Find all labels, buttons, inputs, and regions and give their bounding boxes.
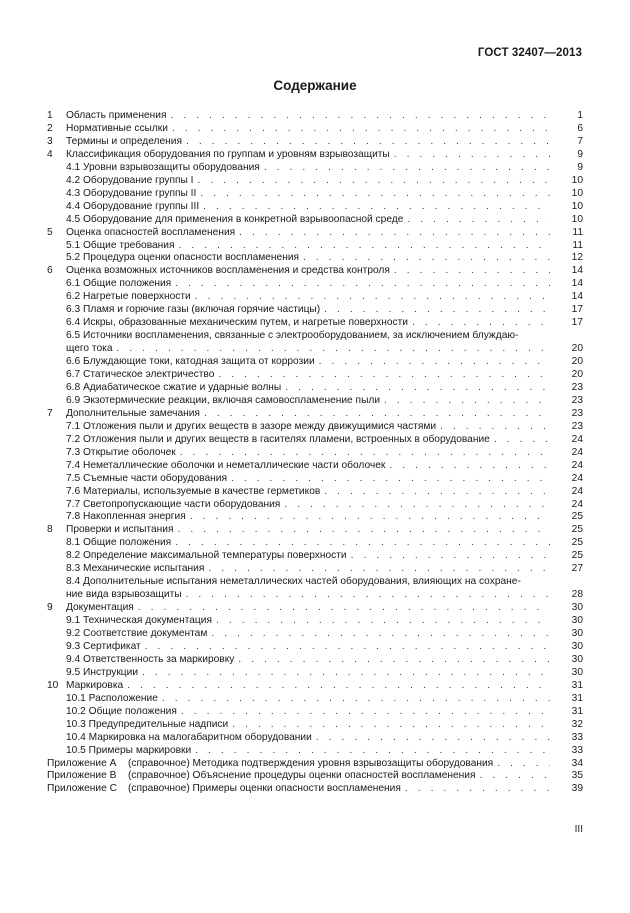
toc-leader-dots (180, 446, 550, 459)
toc-page-number: 6 (577, 122, 583, 134)
toc-entry (66, 368, 550, 381)
toc-entry (66, 213, 550, 226)
toc-page-number: 10 (571, 213, 583, 225)
toc-page-number: 20 (571, 356, 583, 368)
toc-entry (66, 290, 550, 303)
toc-row[interactable] (0, 174, 630, 187)
toc-entry (66, 744, 550, 757)
toc-row[interactable] (0, 303, 630, 316)
toc-entry (66, 161, 550, 174)
toc-leader-dots (145, 640, 550, 653)
toc-page-number: 31 (571, 705, 583, 717)
toc-page-number: 10 (571, 187, 583, 199)
toc-entry (66, 666, 550, 679)
toc-entry-title: 6.3 Пламя и горючие газы (включая горячие частицы) (66, 304, 321, 316)
toc-page-number: 17 (571, 304, 583, 316)
toc-entry-title: 4.5 Оборудование для применения в конкретной взрывоопасной среде (66, 213, 404, 225)
toc-entry (66, 251, 550, 264)
toc-leader-dots (264, 161, 550, 174)
toc-entry-title: 8.1 Общие положения (66, 537, 172, 549)
toc-entry-title: 5.1 Общие требования (66, 239, 175, 251)
toc-row[interactable] (0, 239, 630, 252)
toc-page-number: 34 (571, 757, 583, 769)
toc-entry-title: 8.3 Механические испытания (66, 563, 205, 575)
toc-entry-title: 7.1 Отложения пыли и других веществ в зазоре между движущимися частями (66, 420, 437, 432)
toc-entry-title: 9.5 Инструкции (66, 666, 139, 678)
toc-page-number: 20 (571, 369, 583, 380)
toc-row[interactable] (0, 523, 630, 536)
toc-page-number: 10 (571, 174, 583, 186)
toc-entry-title: 4.4 Оборудование группы III (66, 200, 200, 212)
toc-number: 7 (47, 407, 53, 419)
toc-entry-title: Нормативные ссылки (66, 122, 168, 134)
toc-leader-dots (384, 394, 550, 407)
toc-row[interactable] (0, 679, 630, 692)
toc-entry-title: 7.6 Материалы, используемые в качестве герметиков (66, 485, 321, 497)
toc-row[interactable] (0, 187, 630, 200)
toc-row[interactable] (0, 744, 630, 757)
toc-row[interactable] (0, 485, 630, 498)
toc-page-number: 24 (571, 485, 583, 497)
toc-entry (66, 562, 550, 575)
toc-entry (66, 705, 550, 718)
toc-leader-dots (172, 122, 550, 135)
toc-entry-title: 7.5 Съемные части оборудования (66, 472, 227, 484)
toc-entry-title: 10.5 Примеры маркировки (66, 744, 192, 756)
toc-leader-dots (211, 627, 550, 640)
toc-entry-title: 9.1 Техническая документация (66, 615, 212, 627)
toc-entry-title: 7.3 Открытие оболочек (66, 446, 176, 458)
toc-entry-title: щего тока (66, 343, 113, 355)
toc-entry (128, 782, 550, 795)
toc-leader-dots (284, 498, 550, 511)
toc-leader-dots (440, 420, 550, 433)
toc-entry (66, 148, 550, 161)
toc-entry (66, 239, 550, 252)
toc-entry-title: 4.3 Оборудование группы II (66, 187, 197, 199)
toc-leader-dots (324, 303, 550, 316)
toc-number: 1 (47, 110, 53, 121)
toc-leader-dots (389, 459, 550, 472)
toc-entry-title: 10.4 Маркировка на малогабаритном оборудовании (66, 731, 312, 743)
toc-row[interactable] (0, 510, 630, 523)
toc-leader-dots (216, 614, 550, 627)
toc-entry (66, 433, 550, 446)
toc-number: 3 (47, 135, 53, 147)
toc-page-number: 14 (571, 291, 583, 303)
toc-row[interactable] (0, 782, 630, 795)
toc-number: Приложение А (47, 757, 117, 769)
toc-entry-title: 8.4 Дополнительные испытания неметаллических частей оборудования, влияющих на сохране- (66, 576, 521, 588)
toc-leader-dots (407, 213, 550, 226)
toc-row[interactable] (0, 290, 630, 303)
toc-entry (66, 627, 550, 640)
toc-entry (66, 679, 550, 692)
toc-number: 2 (47, 122, 53, 134)
toc-leader-dots (195, 290, 550, 303)
toc-entry-title: 6.7 Статическое электричество (66, 369, 215, 380)
toc-entry-title: (справочное) Объяснение процедуры оценки опасностей воспламенения (128, 770, 476, 782)
toc-entry-title: 7.2 Отложения пыли и других веществ в гасителях пламени, встроенных в оборудование (66, 433, 490, 445)
toc-row[interactable] (0, 316, 630, 329)
toc-leader-dots (200, 187, 550, 200)
toc-page-number: 32 (571, 718, 583, 730)
toc-page-number: 23 (571, 407, 583, 419)
toc-entry (66, 536, 550, 549)
toc-leader-dots (497, 757, 550, 770)
toc-page-number: 30 (571, 653, 583, 665)
toc-row[interactable] (0, 575, 630, 588)
toc-leader-dots (285, 381, 550, 394)
toc-row[interactable] (0, 666, 630, 679)
toc-page-number: 33 (571, 744, 583, 756)
toc-entry-title: Проверки и испытания (66, 524, 174, 536)
toc-page-number: 30 (571, 628, 583, 639)
toc-page-number: 14 (571, 265, 583, 277)
toc-entry (66, 640, 550, 653)
toc-leader-dots (179, 239, 550, 252)
toc-entry (66, 394, 550, 407)
toc-row[interactable] (0, 718, 630, 731)
toc-entry (66, 342, 550, 355)
toc-entry (66, 174, 550, 187)
toc-entry-title: ние вида взрывозащиты (66, 589, 182, 601)
toc-entry (66, 653, 550, 666)
toc-entry (66, 601, 550, 614)
toc-row[interactable] (0, 394, 630, 407)
toc-page-number: 24 (571, 433, 583, 445)
toc-entry (128, 757, 550, 770)
toc-entry (66, 731, 550, 744)
toc-number: Приложение С (47, 783, 117, 795)
toc-entry (66, 549, 550, 562)
toc-row[interactable] (0, 757, 630, 770)
toc-leader-dots (117, 342, 551, 355)
toc-page-number: 33 (571, 731, 583, 743)
toc-row[interactable] (0, 420, 630, 433)
toc-leader-dots (218, 368, 550, 381)
toc-page-number: 27 (571, 563, 583, 575)
toc-row[interactable] (0, 433, 630, 446)
toc-leader-dots (232, 718, 550, 731)
toc-entry (66, 187, 550, 200)
toc-row[interactable] (0, 731, 630, 744)
toc-entry (66, 420, 550, 433)
toc-page-number: 24 (571, 472, 583, 484)
toc-row[interactable] (0, 705, 630, 718)
toc-entry (66, 264, 550, 277)
toc-leader-dots (127, 679, 550, 692)
toc-leader-dots (394, 148, 550, 161)
toc-page-number: 39 (571, 783, 583, 795)
toc-entry (66, 485, 550, 498)
toc-page-number: 23 (571, 381, 583, 393)
toc-row[interactable] (0, 381, 630, 394)
toc-entry-title: Оценка возможных источников воспламенения и средства контроля (66, 265, 390, 277)
toc-entry (66, 109, 550, 122)
toc-entry-title: (справочное) Методика подтверждения уровня взрывозащиты оборудования (128, 757, 494, 769)
toc-entry-title: 10.2 Общие положения (66, 705, 177, 717)
toc-entry (66, 135, 550, 148)
toc-page-number: 14 (571, 278, 583, 290)
toc-row[interactable] (0, 148, 630, 161)
toc-row[interactable] (0, 640, 630, 653)
toc-entry-title: 9.4 Ответственность за маркировку (66, 653, 235, 665)
toc-row[interactable] (0, 407, 630, 420)
toc-row[interactable] (0, 601, 630, 614)
toc-row[interactable] (0, 627, 630, 640)
toc-row[interactable] (0, 588, 630, 601)
toc-entry-title: 6.8 Адиабатическое сжатие и ударные волны (66, 381, 282, 393)
toc-page-number: 12 (571, 252, 583, 264)
toc-row[interactable] (0, 446, 630, 459)
toc-entry (66, 122, 550, 135)
toc-row[interactable] (0, 562, 630, 575)
toc-entry-title: 9.2 Соответствие документам (66, 628, 208, 639)
toc-entry-title: 6.4 Искры, образованные механическим путем, и нагретые поверхности (66, 317, 408, 329)
toc-number: Приложение В (47, 770, 117, 782)
toc-row[interactable] (0, 355, 630, 368)
toc-page-number: 31 (571, 679, 583, 691)
toc-row[interactable] (0, 226, 630, 239)
toc-row[interactable] (0, 329, 630, 342)
toc-entry (66, 381, 550, 394)
toc-entry (66, 226, 550, 239)
toc-leader-dots (316, 731, 550, 744)
toc-leader-dots (170, 109, 550, 122)
toc-entry (66, 329, 583, 342)
toc-entry-title: Маркировка (66, 679, 124, 691)
toc-row[interactable] (0, 122, 630, 135)
toc-entry (66, 472, 550, 485)
toc-row[interactable] (0, 264, 630, 277)
toc-leader-dots (203, 200, 550, 213)
toc-entry-title: 4.1 Уровни взрывозащиты оборудования (66, 161, 260, 173)
toc-row[interactable] (0, 277, 630, 290)
toc-row[interactable] (0, 769, 630, 782)
toc-leader-dots (186, 588, 550, 601)
toc-entry-title: 6.9 Экзотермические реакции, включая самовоспламенение пыли (66, 394, 381, 406)
toc-page-number: 11 (572, 226, 583, 238)
toc-page-number: 11 (572, 239, 583, 251)
toc-row[interactable] (0, 368, 630, 381)
toc-row[interactable] (0, 200, 630, 213)
toc-row[interactable] (0, 135, 630, 148)
toc-page-number: 25 (571, 537, 583, 549)
toc-page-number: 7 (577, 135, 583, 147)
toc-number: 9 (47, 602, 53, 614)
toc-page-number: 20 (571, 343, 583, 355)
toc-page-number: 23 (571, 394, 583, 406)
toc-heading: Содержание (273, 78, 357, 93)
toc-leader-dots (239, 226, 550, 239)
toc-row[interactable] (0, 459, 630, 472)
toc-entry-title: Термины и определения (66, 135, 182, 147)
toc-leader-dots (181, 705, 550, 718)
toc-page-number: 24 (571, 446, 583, 458)
toc-entry-title: (справочное) Примеры оценки опасности воспламенения (128, 783, 401, 795)
toc-entry-title: 10.3 Предупредительные надписи (66, 718, 229, 730)
toc-page-number: 23 (571, 420, 583, 432)
toc-entry-title: 7.8 Накопленная энергия (66, 511, 186, 523)
toc-number: 6 (47, 265, 53, 277)
toc-entry-title: 4.2 Оборудование группы I (66, 174, 194, 186)
toc-number: 4 (47, 148, 53, 160)
toc-entry (66, 718, 550, 731)
toc-entry (66, 407, 550, 420)
toc-leader-dots (238, 653, 550, 666)
toc-entry-title: 10.1 Расположение (66, 692, 158, 704)
toc-page-number: 25 (571, 550, 583, 562)
toc-row[interactable] (0, 161, 630, 174)
page-number: III (574, 824, 583, 835)
toc-page-number: 35 (571, 770, 583, 782)
toc-leader-dots (195, 744, 550, 757)
toc-page-number: 9 (577, 161, 583, 173)
toc-leader-dots (177, 523, 550, 536)
toc-leader-dots (319, 355, 550, 368)
document-code: ГОСТ 32407—2013 (477, 47, 582, 59)
toc-entry-title: 7.7 Светопропускающие части оборудования (66, 498, 281, 510)
toc-entry-title: Дополнительные замечания (66, 407, 200, 419)
toc-page-number: 1 (577, 110, 583, 121)
toc-leader-dots (405, 782, 550, 795)
toc-leader-dots (412, 316, 550, 329)
toc-entry (66, 316, 550, 329)
toc-row[interactable] (0, 498, 630, 511)
toc-leader-dots (175, 277, 550, 290)
toc-leader-dots (190, 510, 550, 523)
toc-entry (66, 588, 550, 601)
toc-entry (66, 200, 550, 213)
toc-leader-dots (394, 264, 550, 277)
toc-page-number: 31 (571, 692, 583, 704)
toc-number: 10 (47, 679, 59, 691)
toc-entry (128, 769, 550, 782)
toc-page-number: 24 (571, 498, 583, 510)
toc-entry (66, 692, 550, 705)
toc-leader-dots (142, 666, 550, 679)
toc-entry (66, 303, 550, 316)
toc-entry-title: 8.2 Определение максимальной температуры поверхности (66, 550, 347, 562)
toc-leader-dots (198, 174, 551, 187)
toc-leader-dots (208, 562, 550, 575)
toc-row[interactable] (0, 549, 630, 562)
toc-entry-title: 6.2 Нагретые поверхности (66, 291, 191, 303)
toc-leader-dots (324, 485, 550, 498)
toc-leader-dots (494, 433, 550, 446)
toc-leader-dots (162, 692, 550, 705)
toc-entry-title: Документация (66, 602, 134, 614)
toc-entry-title: 5.2 Процедура оценки опасности воспламенения (66, 252, 300, 264)
toc-entry (66, 498, 550, 511)
toc-row[interactable] (0, 536, 630, 549)
toc-row[interactable] (0, 614, 630, 627)
toc-entry (66, 614, 550, 627)
toc-entry (66, 459, 550, 472)
toc-page-number: 10 (571, 200, 583, 212)
toc-leader-dots (351, 549, 550, 562)
toc-entry (66, 277, 550, 290)
toc-page-number: 17 (571, 317, 583, 329)
toc-page-number: 25 (571, 511, 583, 523)
toc-entry (66, 523, 550, 536)
toc-entry-title: 6.6 Блуждающие токи, катодная защита от коррозии (66, 356, 315, 368)
toc-leader-dots (175, 536, 550, 549)
toc-entry (66, 446, 550, 459)
toc-number: 8 (47, 524, 53, 536)
toc-leader-dots (186, 135, 550, 148)
toc-row[interactable] (0, 213, 630, 226)
toc-entry (66, 575, 583, 588)
toc-row[interactable] (0, 342, 630, 355)
toc-leader-dots (204, 407, 550, 420)
toc-page-number: 25 (571, 524, 583, 536)
toc-number: 5 (47, 226, 53, 238)
toc-page-number: 24 (571, 459, 583, 471)
toc-entry-title: Область применения (66, 110, 167, 121)
toc-entry-title: 6.5 Источники воспламенения, связанные с электрооборудованием, за исключением блуждаю- (66, 330, 519, 342)
toc-row[interactable] (0, 692, 630, 705)
toc-row[interactable] (0, 251, 630, 264)
toc-entry-title: Классификация оборудования по группам и уровням взрывозащиты (66, 148, 390, 160)
toc-leader-dots (303, 251, 550, 264)
toc-entry-title: 6.1 Общие положения (66, 278, 172, 290)
toc-page-number: 30 (571, 602, 583, 614)
toc-leader-dots (138, 601, 550, 614)
toc-entry-title: Оценка опасностей воспламенения (66, 226, 236, 238)
toc-entry-title: 9.3 Сертификат (66, 640, 141, 652)
toc-page-number: 30 (571, 615, 583, 627)
toc-leader-dots (480, 769, 550, 782)
toc-row[interactable] (0, 653, 630, 666)
toc-row[interactable] (0, 472, 630, 485)
toc-page-number: 9 (577, 148, 583, 160)
toc-leader-dots (231, 472, 550, 485)
toc-entry (66, 510, 550, 523)
toc-page-number: 30 (571, 666, 583, 678)
toc-row[interactable] (0, 109, 630, 122)
toc-entry-title: 7.4 Неметаллические оболочки и неметаллические части оболочек (66, 459, 386, 471)
toc-page-number: 28 (571, 589, 583, 601)
toc-page-number: 30 (571, 640, 583, 652)
toc-entry (66, 355, 550, 368)
